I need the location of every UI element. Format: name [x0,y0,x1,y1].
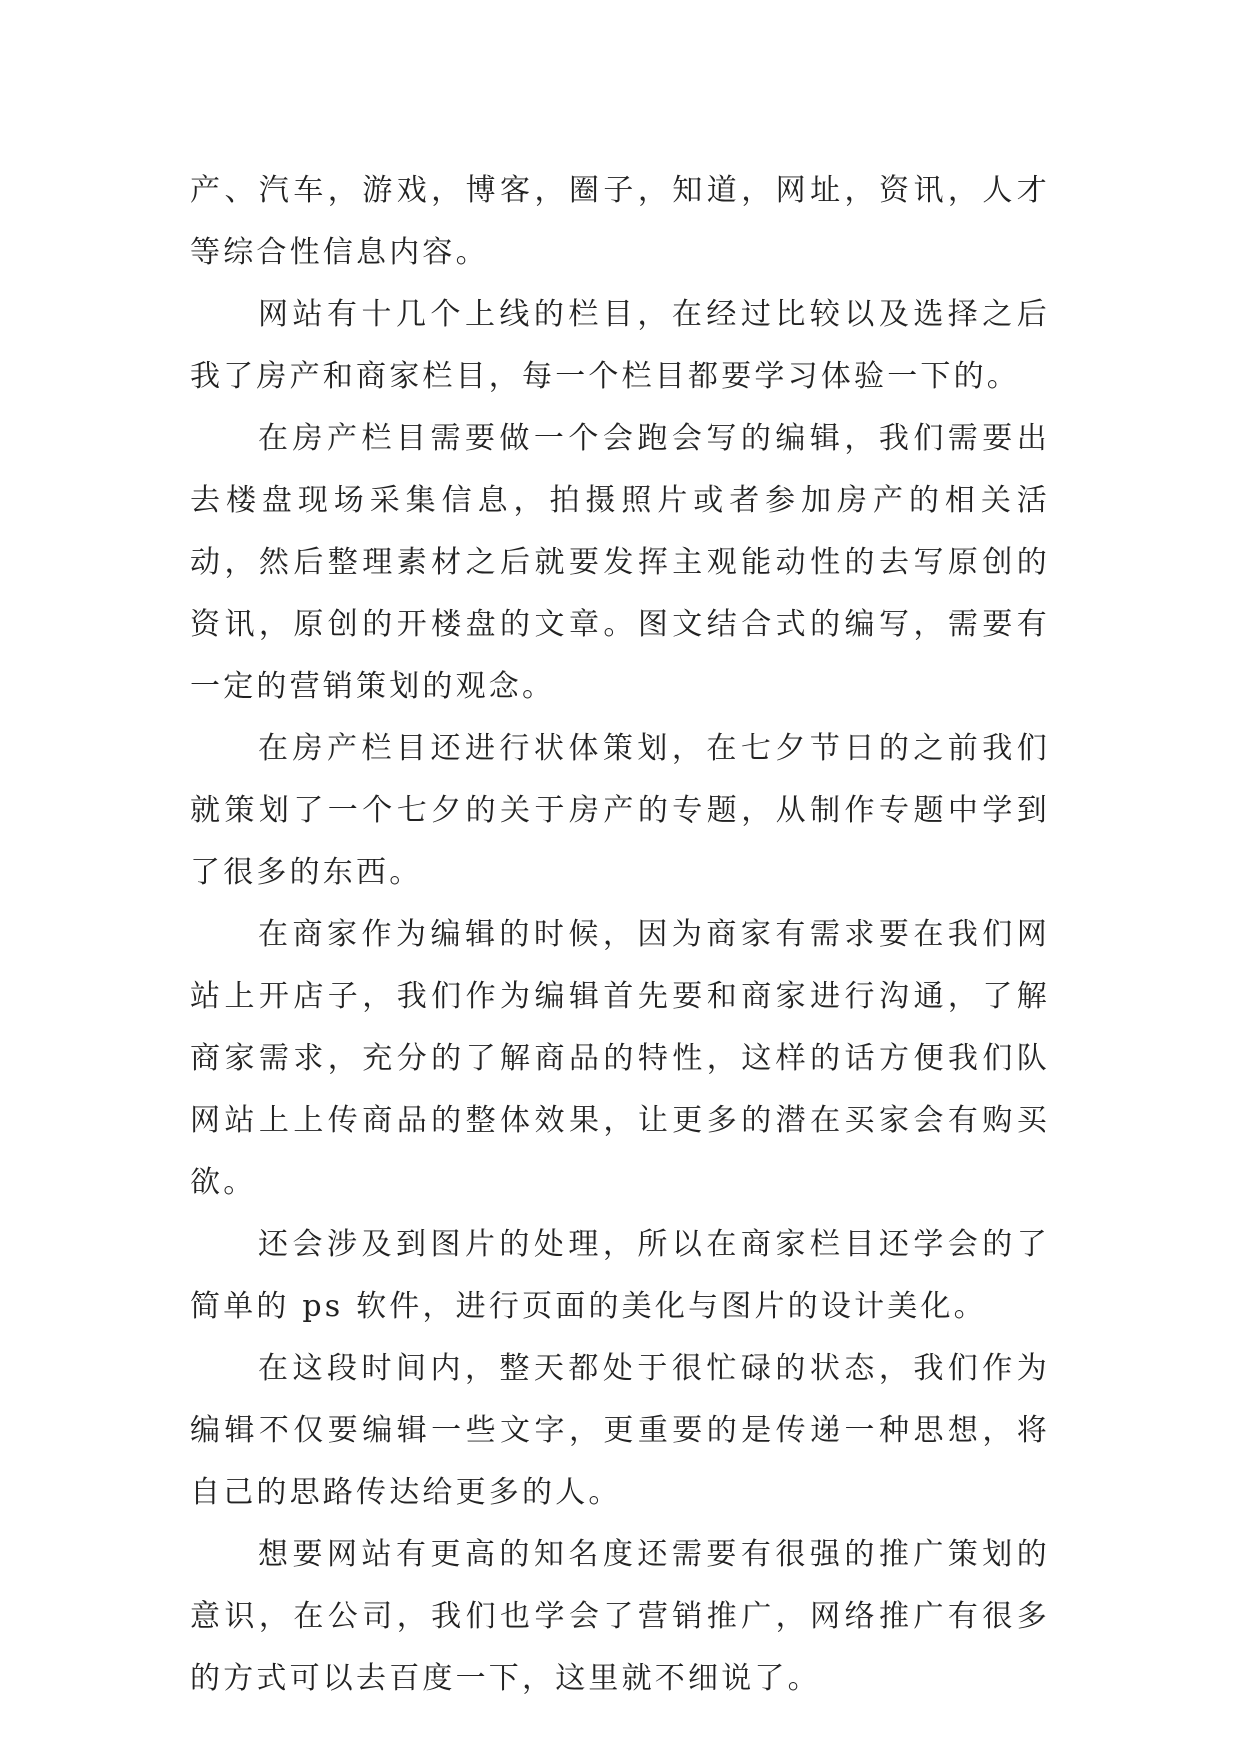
paragraph-7: 在这段时间内，整天都处于很忙碌的状态，我们作为编辑不仅要编辑一些文字，更重要的是传递一种思想，将自己的思路传达给更多的人。 [190,1351,1050,1510]
paragraph-2: 网站有十几个上线的栏目，在经过比较以及选择之后我了房产和商家栏目，每一个栏目都要学习体验一下的。 [190,297,1050,394]
paragraph-3: 在房产栏目需要做一个会跑会写的编辑，我们需要出去楼盘现场采集信息，拍摄照片或者参加房产的相关活动，然后整理素材之后就要发挥主观能动性的去写原创的资讯，原创的开楼盘的文章。图文结合式的编写，需要有一定的营销策划的观念。 [190,421,1050,704]
paragraph-8: 想要网站有更高的知名度还需要有很强的推广策划的意识，在公司，我们也学会了营销推广，网络推广有很多的方式可以去百度一下，这里就不细说了。 [190,1537,1050,1696]
paragraph-5: 在商家作为编辑的时候，因为商家有需求要在我们网站上开店子，我们作为编辑首先要和商家进行沟通，了解商家需求，充分的了解商品的特性，这样的话方便我们队网站上上传商品的整体效果，让更多的潜在买家会有购买欲。 [190,917,1050,1200]
paragraph-4: 在房产栏目还进行状体策划，在七夕节日的之前我们就策划了一个七夕的关于房产的专题，从制作专题中学到了很多的东西。 [190,731,1050,890]
paragraph-1: 产、汽车，游戏，博客，圈子，知道，网址，资讯，人才等综合性信息内容。 [190,173,1050,270]
document-body [190,160,1050,1710]
paragraph-6: 还会涉及到图片的处理，所以在商家栏目还学会的了简单的 ps 软件，进行页面的美化与图片的设计美化。 [190,1227,1050,1324]
